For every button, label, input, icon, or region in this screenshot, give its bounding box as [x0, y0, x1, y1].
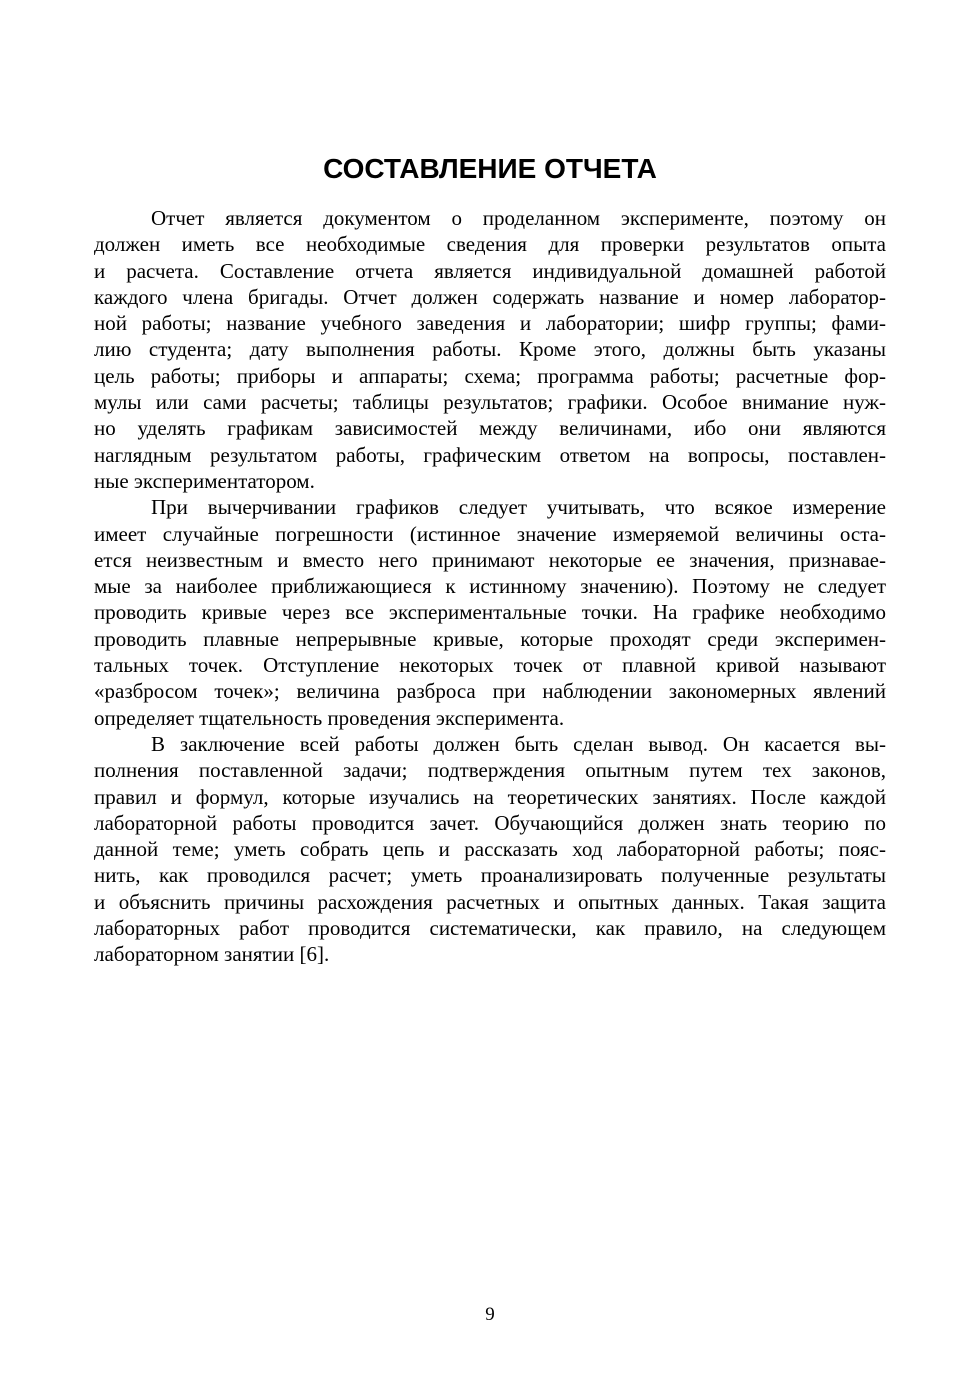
paragraph-line: В заключение всей работы должен быть сделан вывод. Он касается вы- — [151, 731, 886, 756]
paragraph-2 — [94, 494, 886, 731]
paragraph-line: лабораторных работ проводится систематически, как правило, на следующем — [94, 916, 886, 941]
paragraph-line: ной работы; название учебного заведения и лаборатории; шифр группы; фами- — [94, 311, 886, 336]
paragraph-line: проводить кривые через все экспериментальные точки. На графике необходимо — [94, 600, 886, 625]
paragraph-3 — [94, 731, 886, 968]
paragraph-line: «разбросом точек»; величина разброса при наблюдении закономерных явлений — [94, 679, 886, 704]
paragraph-line: проводить плавные непрерывные кривые, которые проходят среди эксперимен- — [94, 626, 886, 651]
paragraph-line: данной теме; уметь собрать цепь и рассказать ход лабораторной работы; пояс- — [94, 837, 886, 862]
paragraph-line: мулы или сами расчеты; таблицы результатов; графики. Особое внимание нуж- — [94, 390, 886, 415]
paragraph-line: нить, как проводился расчет; уметь проанализировать полученные результаты — [94, 863, 886, 888]
paragraph-line: мые за наиболее приближающиеся к истинному значению). Поэтому не следует — [94, 574, 886, 599]
paragraph-line: и объяснить причины расхождения расчетных и опытных данных. Такая защита — [94, 889, 886, 914]
paragraph-1 — [94, 205, 886, 494]
paragraph-line: но уделять графикам зависимостей между величинами, ибо они являются — [94, 416, 886, 441]
paragraph-line: должен иметь все необходимые сведения для проверки результатов опыта — [94, 232, 886, 257]
paragraph-line: лабораторной работы проводится зачет. Обучающийся должен знать теорию по — [94, 810, 886, 835]
paragraph-line: тальных точек. Отступление некоторых точек от плавной кривой называют — [94, 653, 886, 678]
paragraph-line: наглядным результатом работы, графическим ответом на вопросы, поставлен- — [94, 442, 886, 467]
paragraph-line: Отчет является документом о проделанном эксперименте, поэтому он — [151, 206, 886, 230]
paragraph-line: лию студента; дату выполнения работы. Кроме этого, должны быть указаны — [94, 337, 886, 362]
paragraph-line: При вычерчивании графиков следует учитывать, что всякое измерение — [151, 495, 886, 520]
paragraph-line: и расчета. Составление отчета является индивидуальной домашней работой — [94, 258, 886, 283]
paragraph-line: определяет тщательность проведения эксперимента. — [94, 705, 565, 730]
paragraph-line: полнения поставленной задачи; подтверждения опытным путем тех законов, — [94, 758, 886, 783]
paragraph-line: имеет случайные погрешности (истинное значение измеряемой величины оста- — [94, 521, 886, 546]
paragraph-line: каждого члена бригады. Отчет должен содержать название и номер лаборатор- — [94, 284, 886, 309]
body-text — [94, 205, 886, 968]
paragraph-line: лабораторном занятии [6]. — [94, 942, 330, 967]
paragraph-line: цель работы; приборы и аппараты; схема; программа работы; расчетные фор- — [94, 363, 886, 388]
page-number: 9 — [485, 1304, 495, 1325]
paragraph-line: правил и формул, которые изучались на теоретических занятиях. После каждой — [94, 784, 886, 809]
paragraph-line: ные экспериментатором. — [94, 468, 315, 493]
page-title: СОСТАВЛЕНИЕ ОТЧЕТА — [323, 153, 657, 184]
paragraph-line: ется неизвестным и вместо него принимают некоторые ее значения, признавае- — [94, 547, 886, 572]
